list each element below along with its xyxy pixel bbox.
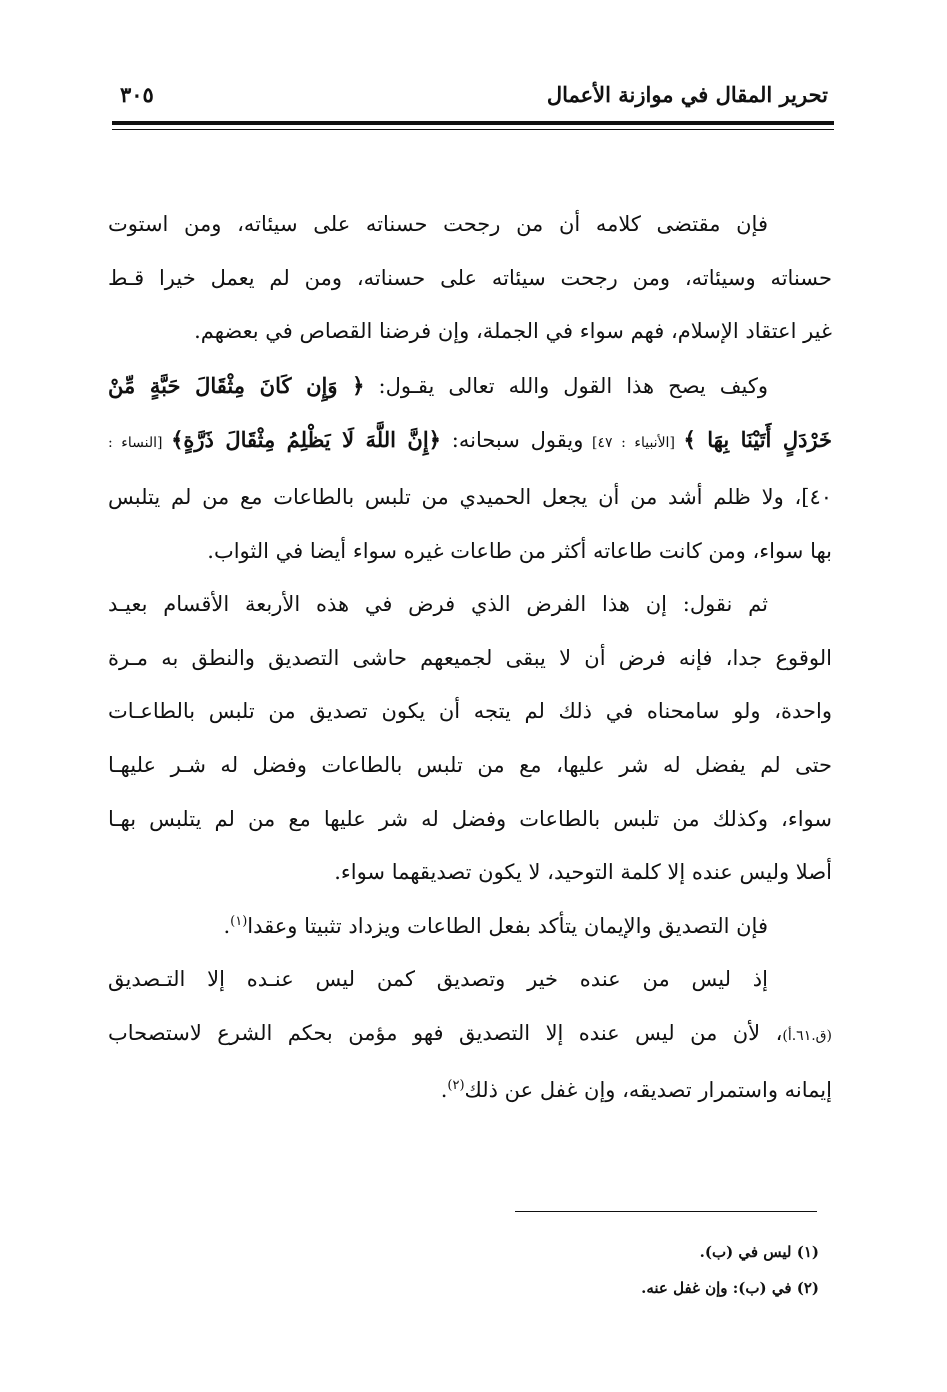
text-line: غير اعتقاد الإسلام، فهم سواء في الجملة، وإن فرضنا القصاص في بعضهم. xyxy=(194,319,832,344)
header-rule-thick xyxy=(112,121,834,125)
text-line: ثم نقول: إن هذا الفرض الذي فرض في هذه الأربعة الأقسام بعيـد xyxy=(108,592,768,617)
text-line: ٤٠]، ولا ظلم أشد من أن يجعل الحميدي من تلبس بالطاعات مع من لم يتلبس xyxy=(108,484,832,509)
footnotes xyxy=(319,1234,819,1306)
text-line: أصلا وليس عنده إلا كلمة التوحيد، لا يكون تصديقهما سواء. xyxy=(334,860,832,885)
text-line xyxy=(108,1064,832,1118)
manuscript-folio-marker: (ق.٦١.أ) xyxy=(782,1027,832,1044)
page-header xyxy=(112,82,834,116)
text-segment: إيمانه واستمرار تصديقه، وإن غفل عن ذلك xyxy=(464,1077,832,1102)
quran-verse: ﴿ وَإِن كَانَ مِثْقَالَ حَبَّةٍ مِّنْ xyxy=(108,372,365,398)
footnote-reference: (٢) xyxy=(447,1077,465,1093)
text-segment: فإن التصديق والإيمان يتأكد بفعل الطاعات ويزداد تثبيتا وعقدا xyxy=(247,913,768,938)
text-line: سواء، وكذلك من تلبس بالطاعات وفضل له شر عليها مع من لم يتلبس بهـا xyxy=(108,806,832,831)
footnote-reference: (١) xyxy=(230,913,248,929)
text-segment: . xyxy=(440,1077,448,1102)
footnote-separator xyxy=(515,1211,817,1212)
verse-citation: [النساء : xyxy=(108,435,172,452)
verse-citation: [الأنبياء : ٤٧] xyxy=(583,435,684,452)
header-rule-thin xyxy=(112,129,834,130)
text-line: الوقوع جدا، فإنه فرض أن لا يبقى لجميعهم حاشى التصديق والنطق به مـرة xyxy=(108,645,832,670)
main-text xyxy=(108,198,832,1117)
text-segment: . xyxy=(223,913,231,938)
text-segment: وكيف يصح هذا القول والله تعالى يقـول: xyxy=(364,373,768,398)
footnote: (١) ليس في (ب). xyxy=(699,1243,819,1261)
footnote: (٢) في (ب): وإن غفل عنه. xyxy=(641,1279,819,1297)
text-line: حسناته وسيئاته، ومن رجحت سيئاته على حسناته، ومن لم يعمل خيرا قـط xyxy=(108,265,832,290)
text-line: إذ ليس من عنده خير وتصديق كمن ليس عنـده إلا التـصديق xyxy=(108,967,768,992)
text-line xyxy=(108,413,832,471)
text-line: واحدة، ولو سامحناه في ذلك لم يتجه أن يكون تصديق من تلبس بالطاعـات xyxy=(108,699,832,724)
text-segment: ويقول سبحانه: xyxy=(440,428,584,453)
text-line: بها سواء، ومن كانت طاعاته أكثر من طاعات غيره سواء أيضا في الثواب. xyxy=(207,538,832,563)
text-line: حتى لم يفضل له شر عليها، مع من تلبس بالطاعات وفضل له شـر عليهـا xyxy=(108,752,832,777)
text-line xyxy=(108,1007,832,1064)
text-line: فإن مقتضى كلامه أن من رجحت حسناته على سيئاته، ومن استوت xyxy=(108,212,768,236)
running-title: تحرير المقال في موازنة الأعمال xyxy=(546,82,828,107)
page-number: ٣٠٥ xyxy=(120,82,154,107)
quran-verse: خَرْدَلٍ أَتَيْنَا بِهَا ﴾ xyxy=(683,427,832,453)
text-line xyxy=(108,359,832,414)
text-segment: ، لأن من ليس عنده إلا التصديق فهو مؤمن بحكم الشرع لاستصحاب xyxy=(108,1020,783,1045)
quran-verse: ﴿إِنَّ اللَّهَ لَا يَظْلِمُ مِثْقَالَ ذَرَّةٍ﴾ xyxy=(171,427,441,453)
text-line xyxy=(108,900,832,954)
